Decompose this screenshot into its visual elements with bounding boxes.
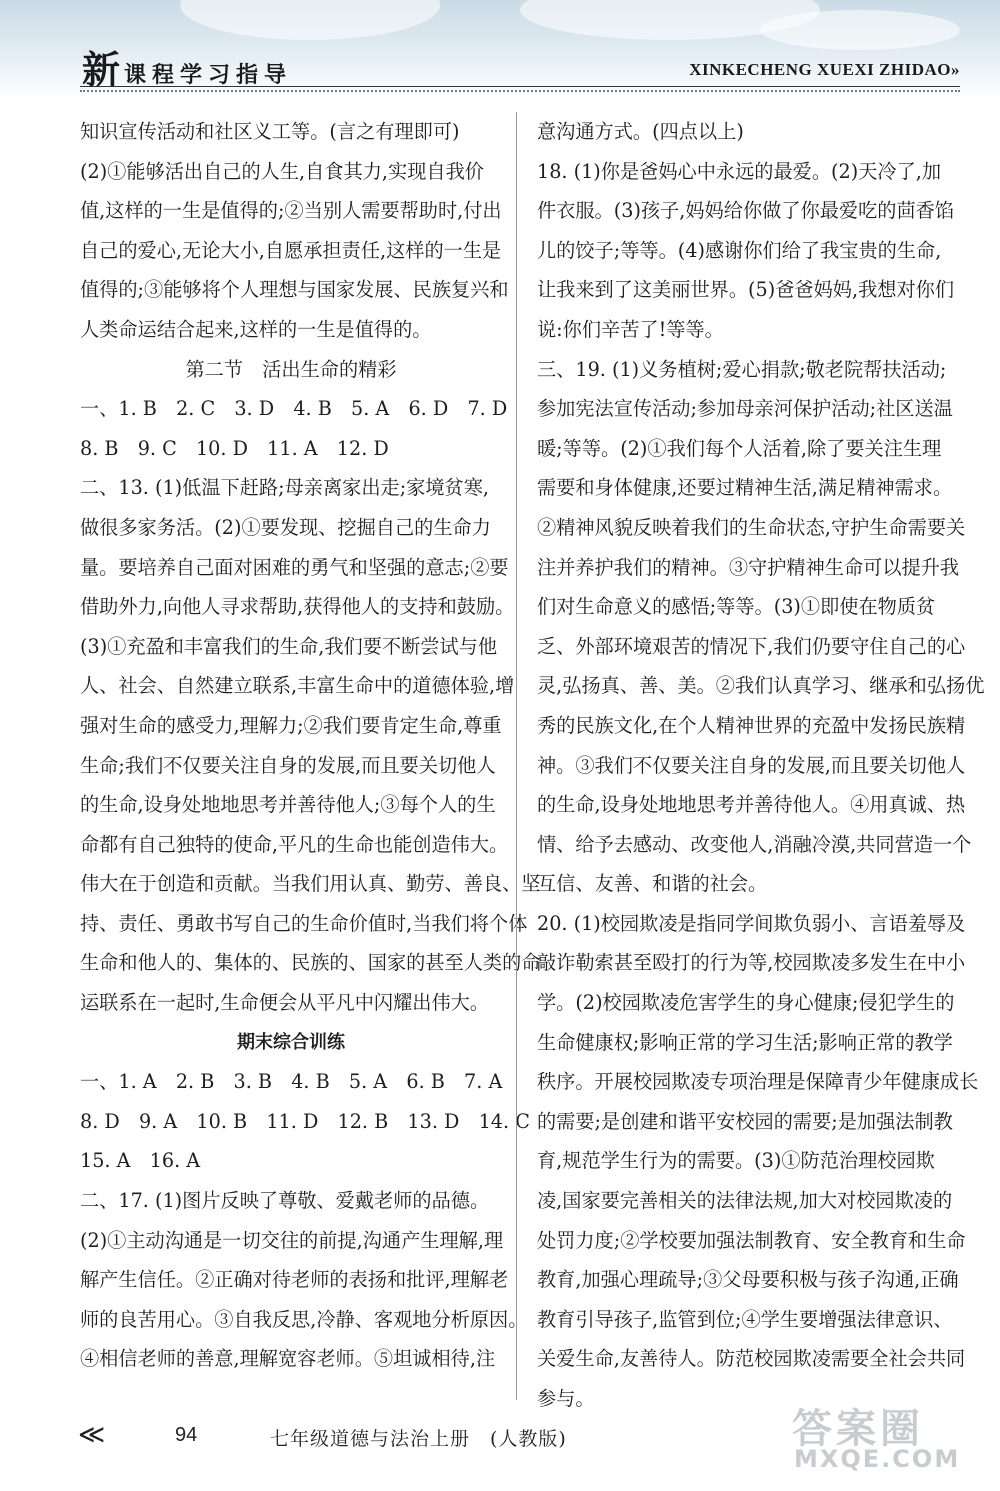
text-line: 人类命运结合起来,这样的一生是值得的。 [80,317,432,341]
text-line: 学。(2)校园欺凌危害学生的身心健康;侵犯学生的 [537,991,955,1015]
header-rule [80,86,960,87]
section-heading-bold: 期末综合训练 [237,1031,345,1053]
header-title: 课程学习指导 [124,63,293,88]
text-line: ④相信老师的善意,理解宽容老师。⑤坦诚相待,注 [80,1347,496,1371]
answer-line: 一、1. A 2. B 3. B 4. B 5. A 6. B 7. A [80,1070,503,1094]
text-line: 教育,加强心理疏导;③父母要积极与孩子沟通,正确 [537,1268,959,1292]
text-line: 值得的;③能够将个人理想与国家发展、民族复兴和 [80,278,509,302]
answer-line: 一、1. B 2. C 3. D 4. B 5. A 6. D 7. D [80,397,508,421]
text-line: 自己的爱心,无论大小,自愿承担责任,这样的一生是 [80,238,502,262]
text-line: (2)①主动沟通是一切交往的前提,沟通产生理解,理 [80,1228,504,1252]
text-line: 意沟通方式。(四点以上) [537,120,744,143]
double-chevron-right-icon: » [951,60,960,79]
header-dotted-rule [80,90,960,92]
text-line: ②精神风貌反映着我们的生命状态,守护生命需要关 [537,515,966,539]
text-line: 敲诈勒索甚至殴打的行为等,校园欺凌多发生在中小 [537,951,966,975]
page-number: 94 [175,1424,198,1446]
text-line: 人、社会、自然建立联系,丰富生命中的道德体验,增 [80,674,515,698]
text-line: 借助外力,向他人寻求帮助,获得他人的支持和鼓励。 [80,595,515,619]
text-line: 灵,弘扬真、善、美。②我们认真学习、继承和弘扬优 [537,674,985,698]
text-line: 处罚力度;②学校要加强法制教育、安全教育和生命 [537,1228,966,1252]
text-line: 的生命,设身处地地思考并善待他人。④用真诚、热 [537,793,966,817]
text-line: 师的良苦用心。③自我反思,冷静、客观地分析原因。 [80,1307,528,1331]
double-chevron-left-icon: ≪ [78,1420,106,1450]
text-line: 凌,国家要完善相关的法律法规,加大对校园欺凌的 [537,1189,953,1213]
cloud-decoration [180,0,440,40]
text-line: 的需要;是创建和谐平安校园的需要;是加强法制教 [537,1109,953,1133]
text-line: 暖;等等。(2)①我们每个人活着,除了要关注生理 [537,436,942,460]
text-line: (3)①充盈和丰富我们的生命,我们要不断尝试与他 [80,634,498,658]
text-line: 伟大在于创造和贡献。当我们用认真、勤劳、善良、坚 [80,872,541,896]
text-line: 说:你们辛苦了!等等。 [537,317,724,341]
text-line: 命都有自己独特的使命,平凡的生命也能创造伟大。 [80,832,509,856]
text-line: 需要和身体健康,还要过精神生活,满足精神需求。 [537,476,953,500]
text-line: 乏、外部环境艰苦的情况下,我们仍要守住自己的心 [537,634,966,658]
text-line: 二、13. (1)低温下赶路;母亲离家出走;家境贫寒, [80,476,490,500]
text-line: 三、19. (1)义务植树;爱心捐款;敬老院帮扶活动; [537,357,947,381]
answer-line: 8. D 9. A 10. B 11. D 12. B 13. D 14. C [80,1109,530,1133]
header-logo: 新 [82,48,121,92]
text-line: 关爱生命,友善待人。防范校园欺凌需要全社会共同 [537,1347,966,1371]
text-line: 生命和他人的、集体的、民族的、国家的甚至人类的命 [80,951,541,975]
text-line: 强对生命的感受力,理解力;②我们要肯定生命,尊重 [80,713,502,737]
text-line: 的生命,设身处地地思考并善待他人;③每个人的生 [80,793,496,817]
page-header [0,0,1000,100]
section-heading: 第二节 活出生命的精彩 [185,357,397,381]
text-line: 神。③我们不仅要关注自身的发展,而且要关切他人 [537,753,966,777]
text-line: 儿的饺子;等等。(4)感谢你们给了我宝贵的生命, [537,238,942,262]
text-line: 知识宣传活动和社区义工等。(言之有理即可) [80,120,460,143]
text-line: 生命;我们不仅要关注自身的发展,而且要关切他人 [80,753,496,777]
text-line: 情、给予去感动、改变他人,消融冷漠,共同营造一个 [537,832,972,856]
text-line: 做很多家务活。(2)①要发现、挖掘自己的生命力 [80,515,491,539]
text-line: 注并养护我们的精神。③守护精神生命可以提升我 [537,555,960,579]
site-watermark [772,1397,982,1477]
watermark-url: MXQE.COM [794,1445,961,1473]
text-line: 量。要培养自己面对困难的勇气和坚强的意志;②要 [80,555,509,579]
text-line: 解产生信任。②正确对待老师的表扬和批评,理解老 [80,1268,509,1292]
column-divider [516,112,517,1400]
text-line: 18. (1)你是爸妈心中永远的最爱。(2)天冷了,加 [537,159,942,183]
text-line: 件衣服。(3)孩子,妈妈给你做了你最爱吃的茴香馅 [537,199,955,223]
header-en-text: XINKECHENG XUEXI ZHIDAO [689,60,951,79]
text-line: 们对生命意义的感悟;等等。(3)①即使在物质贫 [537,595,936,619]
text-line: 生命健康权;影响正常的学习生活;影响正常的教学 [537,1030,953,1054]
text-line: 互信、友善、和谐的社会。 [537,872,768,896]
text-line: 持、责任、勇敢书写自己的生命价值时,当我们将个体 [80,911,528,935]
cloud-decoration [760,10,960,50]
right-column [537,112,985,1419]
answer-line: 8. B 9. C 10. D 11. A 12. D [80,436,389,460]
text-line: 让我来到了这美丽世界。(5)爸爸妈妈,我想对你们 [537,278,955,302]
header-en-title [689,60,960,80]
book-title: 七年级道德与法治上册 (人教版) [270,1428,567,1450]
text-line: 秀的民族文化,在个人精神世界的充盈中发扬民族精 [537,713,966,737]
text-line: 秩序。开展校园欺凌专项治理是保障青少年健康成长 [537,1070,979,1094]
text-line: 运联系在一起时,生命便会从平凡中闪耀出伟大。 [80,991,490,1015]
text-line: 教育引导孩子,监管到位;④学生要增强法律意识、 [537,1307,953,1331]
watermark-logo-text: 答案圈 [792,1406,924,1452]
text-line: (2)①能够活出自己的人生,自食其力,实现自我价 [80,159,484,183]
text-line: 参加宪法宣传活动;参加母亲河保护活动;社区送温 [537,397,953,421]
text-line: 值,这样的一生是值得的;②当别人需要帮助时,付出 [80,199,502,223]
text-line: 二、17. (1)图片反映了尊敬、爱戴老师的品德。 [80,1189,490,1213]
text-line: 育,规范学生行为的需要。(3)①防范治理校园欺 [537,1149,935,1173]
text-line: 参与。 [537,1387,595,1410]
left-column [80,112,541,1379]
text-line: 20. (1)校园欺凌是指同学间欺负弱小、言语羞辱及 [537,911,966,935]
answer-line: 15. A 16. A [80,1149,201,1173]
